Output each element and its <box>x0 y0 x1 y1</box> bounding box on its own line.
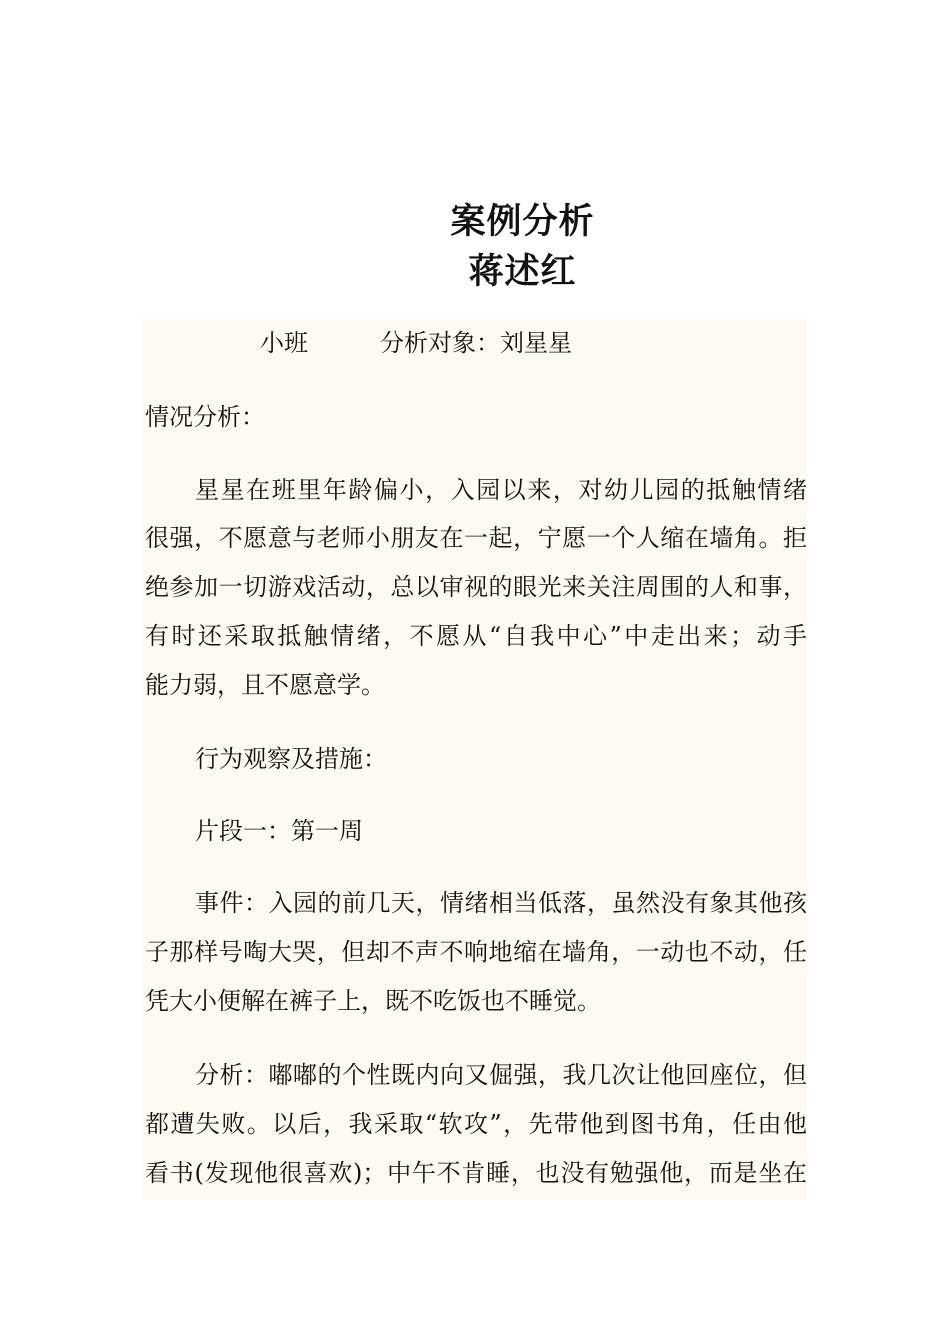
event-line: 子那样号啕大哭，但却不声不响地缩在墙角，一动也不动，任 <box>145 938 807 966</box>
situation-line: 星星在班里年龄偏小，入园以来，对幼儿园的抵触情绪 <box>195 476 807 504</box>
situation-line: 能力弱，且不愿意学。 <box>145 671 385 699</box>
author-name: 蒋述红 <box>468 252 577 292</box>
behavior-heading: 行为观察及措施： <box>195 745 387 773</box>
document-title: 案例分析 <box>450 202 595 242</box>
situation-line: 很强，不愿意与老师小朋友在一起，宁愿一个人缩在墙角。拒 <box>145 524 807 552</box>
analysis-line: 都遭失败。以后，我采取“软攻”，先带他到图书角，任由他 <box>145 1110 807 1138</box>
segment-heading: 片段一：第一周 <box>195 817 363 845</box>
analysis-line: 看书(发现他很喜欢)；中午不肯睡，也没有勉强他，而是坐在 <box>145 1159 807 1187</box>
situation-line: 有时还采取抵触情绪，不愿从“自我中心”中走出来；动手 <box>145 622 807 650</box>
event-line: 事件：入园的前几天，情绪相当低落，虽然没有象其他孩 <box>195 889 807 917</box>
situation-line: 绝参加一切游戏活动，总以审视的眼光来关注周围的人和事， <box>145 573 807 601</box>
event-line: 凭大小便解在裤子上，既不吃饭也不睡觉。 <box>145 987 601 1015</box>
analysis-line: 分析：嘟嘟的个性既内向又倔强，我几次让他回座位，但 <box>195 1061 807 1089</box>
situation-heading: 情况分析： <box>145 403 265 431</box>
class-line: 小班 分析对象：刘星星 <box>260 329 572 357</box>
